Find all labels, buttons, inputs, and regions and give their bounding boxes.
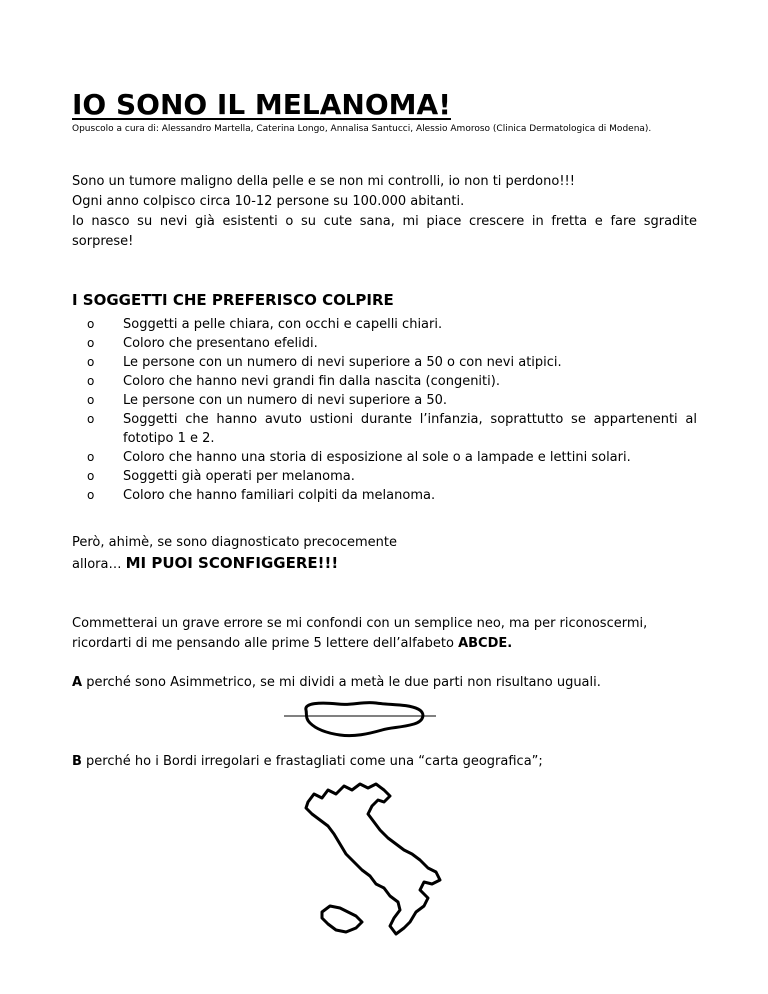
- abcde-text: [72, 614, 697, 654]
- authors-credit: Opuscolo a cura di: Alessandro Martella, Caterina Longo, Annalisa Santucci, Alessio Amoroso (Clinica Dermatologica di Modena).: [72, 124, 652, 134]
- bullet-icon: o: [87, 393, 95, 407]
- bullet-icon: o: [87, 317, 95, 331]
- intro-line: Sono un tumore maligno della pelle e se non mi controlli, io non ti perdono!!!: [72, 174, 575, 189]
- list-item-text: Le persone con un numero di nevi superiore a 50.: [123, 393, 448, 408]
- list-item: [72, 353, 697, 372]
- list-item-text: Le persone con un numero di nevi superiore a 50 o con nevi atipici.: [123, 355, 562, 370]
- bullet-icon: o: [87, 412, 95, 426]
- list-item-text: Coloro che hanno nevi grandi fin dalla nascita (congeniti).: [123, 374, 500, 389]
- risk-factors-list: [72, 315, 697, 505]
- bullet-icon: o: [87, 469, 95, 483]
- closing-line: [72, 553, 397, 575]
- list-item-text: Soggetti a pelle chiara, con occhi e capelli chiari.: [123, 317, 443, 332]
- bullet-icon: o: [87, 336, 95, 350]
- list-item: [72, 372, 697, 391]
- list-item-text: Coloro che hanno una storia di esposizione al sole o a lampade e lettini solari.: [123, 450, 631, 465]
- list-item-text: Soggetti già operati per melanoma.: [123, 469, 355, 484]
- italy-map-outline-icon: [300, 780, 445, 945]
- intro-line: Io nasco su nevi già esistenti o su cute sana, mi piace crescere in fretta e fare sgradite sorprese!: [72, 214, 697, 249]
- list-item: [72, 334, 697, 353]
- criterion-a: [72, 675, 601, 690]
- page-title: IO SONO IL MELANOMA!: [72, 88, 451, 121]
- list-item-text: Coloro che presentano efelidi.: [123, 336, 318, 351]
- intro-line: Ogni anno colpisco circa 10-12 persone su 100.000 abitanti.: [72, 194, 465, 209]
- abcde-body: Commetterai un grave errore se mi confondi con un semplice neo, ma per riconoscermi, ricordarti di me pensando alle prime 5 lettere dell’alfabeto: [72, 616, 648, 651]
- bullet-icon: o: [87, 355, 95, 369]
- abcde-paragraph: [72, 614, 697, 654]
- list-item: [72, 315, 697, 334]
- asymmetric-mole-drawing-icon: [280, 697, 440, 743]
- list-item: [72, 410, 697, 448]
- section-heading: I SOGGETTI CHE PREFERISCO COLPIRE: [72, 291, 394, 309]
- bullet-icon: o: [87, 450, 95, 464]
- criterion-text: perché ho i Bordi irregolari e frastagliati come una “carta geografica”;: [81, 754, 543, 769]
- list-item-text: Coloro che hanno familiari colpiti da melanoma.: [123, 488, 436, 503]
- closing-line: Però, ahimè, se sono diagnosticato precocemente: [72, 535, 397, 550]
- list-item: [72, 467, 697, 486]
- criterion-text: perché sono Asimmetrico, se mi dividi a metà le due parti non risultano uguali.: [82, 675, 601, 690]
- criterion-b: [72, 754, 543, 769]
- bullet-icon: o: [87, 374, 95, 388]
- list-item: [72, 448, 697, 467]
- criterion-letter: B: [72, 754, 82, 769]
- intro-paragraph: [72, 172, 697, 252]
- list-item: [72, 486, 697, 505]
- bullet-icon: o: [87, 488, 95, 502]
- closing-paragraph: [72, 533, 397, 575]
- closing-prefix: allora…: [72, 557, 126, 572]
- list-item-text: Soggetti che hanno avuto ustioni durante l’infanzia, soprattutto se appartenenti al fototipo 1 e 2.: [123, 412, 697, 446]
- list-item: [72, 391, 697, 410]
- criterion-letter: A: [72, 675, 83, 690]
- closing-emphasis: MI PUOI SCONFIGGERE!!!: [125, 554, 339, 572]
- abcde-acronym: ABCDE.: [458, 636, 513, 651]
